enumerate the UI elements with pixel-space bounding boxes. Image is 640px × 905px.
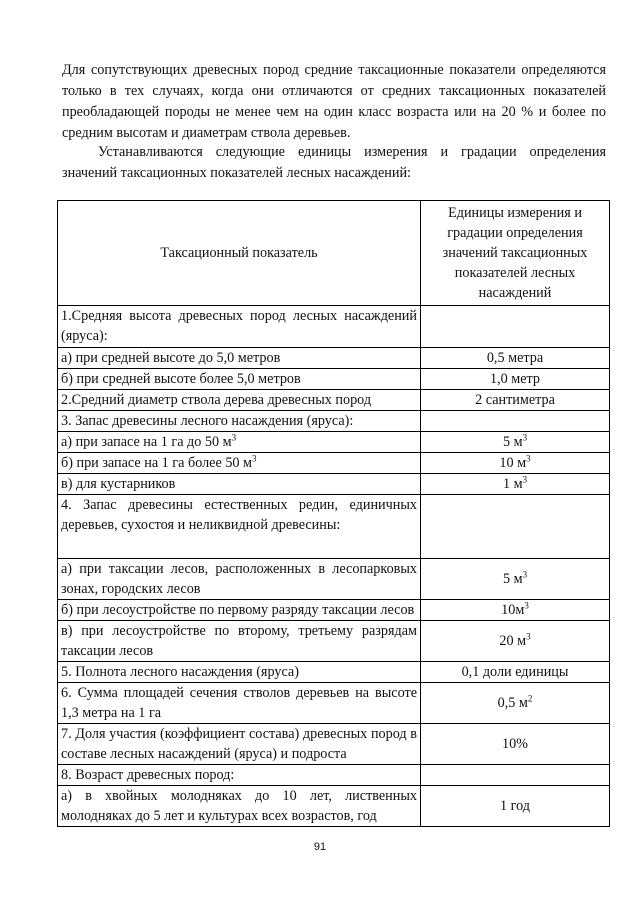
table-row xyxy=(58,348,610,369)
taxation-table xyxy=(57,200,610,827)
row-label: а) при таксации лесов, расположенных в лесопарковых зонах, городских лесов xyxy=(58,559,421,600)
table-row xyxy=(58,662,610,683)
row-label: 1.Средняя высота древесных пород лесных насаждений (яруса): xyxy=(58,306,421,348)
row-label: 2.Средний диаметр ствола дерева древесных пород xyxy=(58,390,421,411)
table-row xyxy=(58,724,610,765)
row-label: 8. Возраст древесных пород: xyxy=(58,765,421,786)
row-label: а) при средней высоте до 5,0 метров xyxy=(58,348,421,369)
row-value xyxy=(421,495,610,559)
row-label: б) при лесоустройстве по первому разряду таксации лесов xyxy=(58,600,421,621)
row-label: б) при запасе на 1 га более 50 $м^3$ xyxy=(58,453,421,474)
row-label: 7. Доля участия (коэффициент состава) древесных пород в составе лесных насаждений (яруса) и подроста xyxy=(58,724,421,765)
table-row xyxy=(58,786,610,827)
row-value: 10% xyxy=(421,724,610,765)
row-label: в) для кустарников xyxy=(58,474,421,495)
row-value: 2 сантиметра xyxy=(421,390,610,411)
row-value xyxy=(421,765,610,786)
row-value: 0,1 доли единицы xyxy=(421,662,610,683)
row-label: б) при средней высоте более 5,0 метров xyxy=(58,369,421,390)
row-label: 5. Полнота лесного насаждения (яруса) xyxy=(58,662,421,683)
table-row xyxy=(58,495,610,559)
row-value xyxy=(421,306,610,348)
table-row xyxy=(58,765,610,786)
row-value: 0,5 метра xyxy=(421,348,610,369)
row-label: 3. Запас древесины лесного насаждения (яруса): xyxy=(58,411,421,432)
row-label: 4. Запас древесины естественных редин, единичных деревьев, сухостоя и неликвидной древесины: xyxy=(58,495,421,559)
table-row xyxy=(58,683,610,724)
table-row xyxy=(58,559,610,600)
row-value xyxy=(421,411,610,432)
intro-paragraph-2: Устанавливаются следующие единицы измерения и градации определения значений таксационных показателей лесных насаждений: xyxy=(62,144,606,181)
header-units: Единицы измерения и градации определения значений таксационных показателей лесных насаждений xyxy=(421,201,610,306)
table-row xyxy=(58,600,610,621)
page-number: 91 xyxy=(313,841,327,853)
row-value: 1 год xyxy=(421,786,610,827)
table-header-row xyxy=(58,201,610,306)
table-row xyxy=(58,390,610,411)
table-row xyxy=(58,306,610,348)
intro-paragraph-1: Для сопутствующих древесных пород средние таксационные показатели определяются только в тех случаях, когда они отличаются от средних таксационных показателей преобладающей породы не менее чем на один класс возраста или на 20 % и более по средним высотам и диаметрам ствола деревьев. xyxy=(62,62,606,141)
row-label: а) в хвойных молодняках до 10 лет, лиственных молодняках до 5 лет и культурах всех возрастов, год xyxy=(58,786,421,827)
row-value: 1 $м^3$ xyxy=(421,474,610,495)
row-label: в) при лесоустройстве по второму, третьему разрядам таксации лесов xyxy=(58,621,421,662)
row-value: 5 $м^3$ xyxy=(421,432,610,453)
row-value: 0,5 $м^2$ xyxy=(421,683,610,724)
table-row xyxy=(58,432,610,453)
row-label: 6. Сумма площадей сечения стволов деревьев на высоте 1,3 метра на 1 га xyxy=(58,683,421,724)
table-row xyxy=(58,369,610,390)
table-row xyxy=(58,621,610,662)
row-label: а) при запасе на 1 га до 50 $м^3$ xyxy=(58,432,421,453)
row-value: 20 $м^3$ xyxy=(421,621,610,662)
header-indicator: Таксационный показатель xyxy=(58,201,421,306)
row-value: 10 $м^3$ xyxy=(421,453,610,474)
table-row xyxy=(58,474,610,495)
row-value: $10м^3$ xyxy=(421,600,610,621)
row-value: 1,0 метр xyxy=(421,369,610,390)
table-row xyxy=(58,453,610,474)
row-value: 5 $м^3$ xyxy=(421,559,610,600)
table-row xyxy=(58,411,610,432)
